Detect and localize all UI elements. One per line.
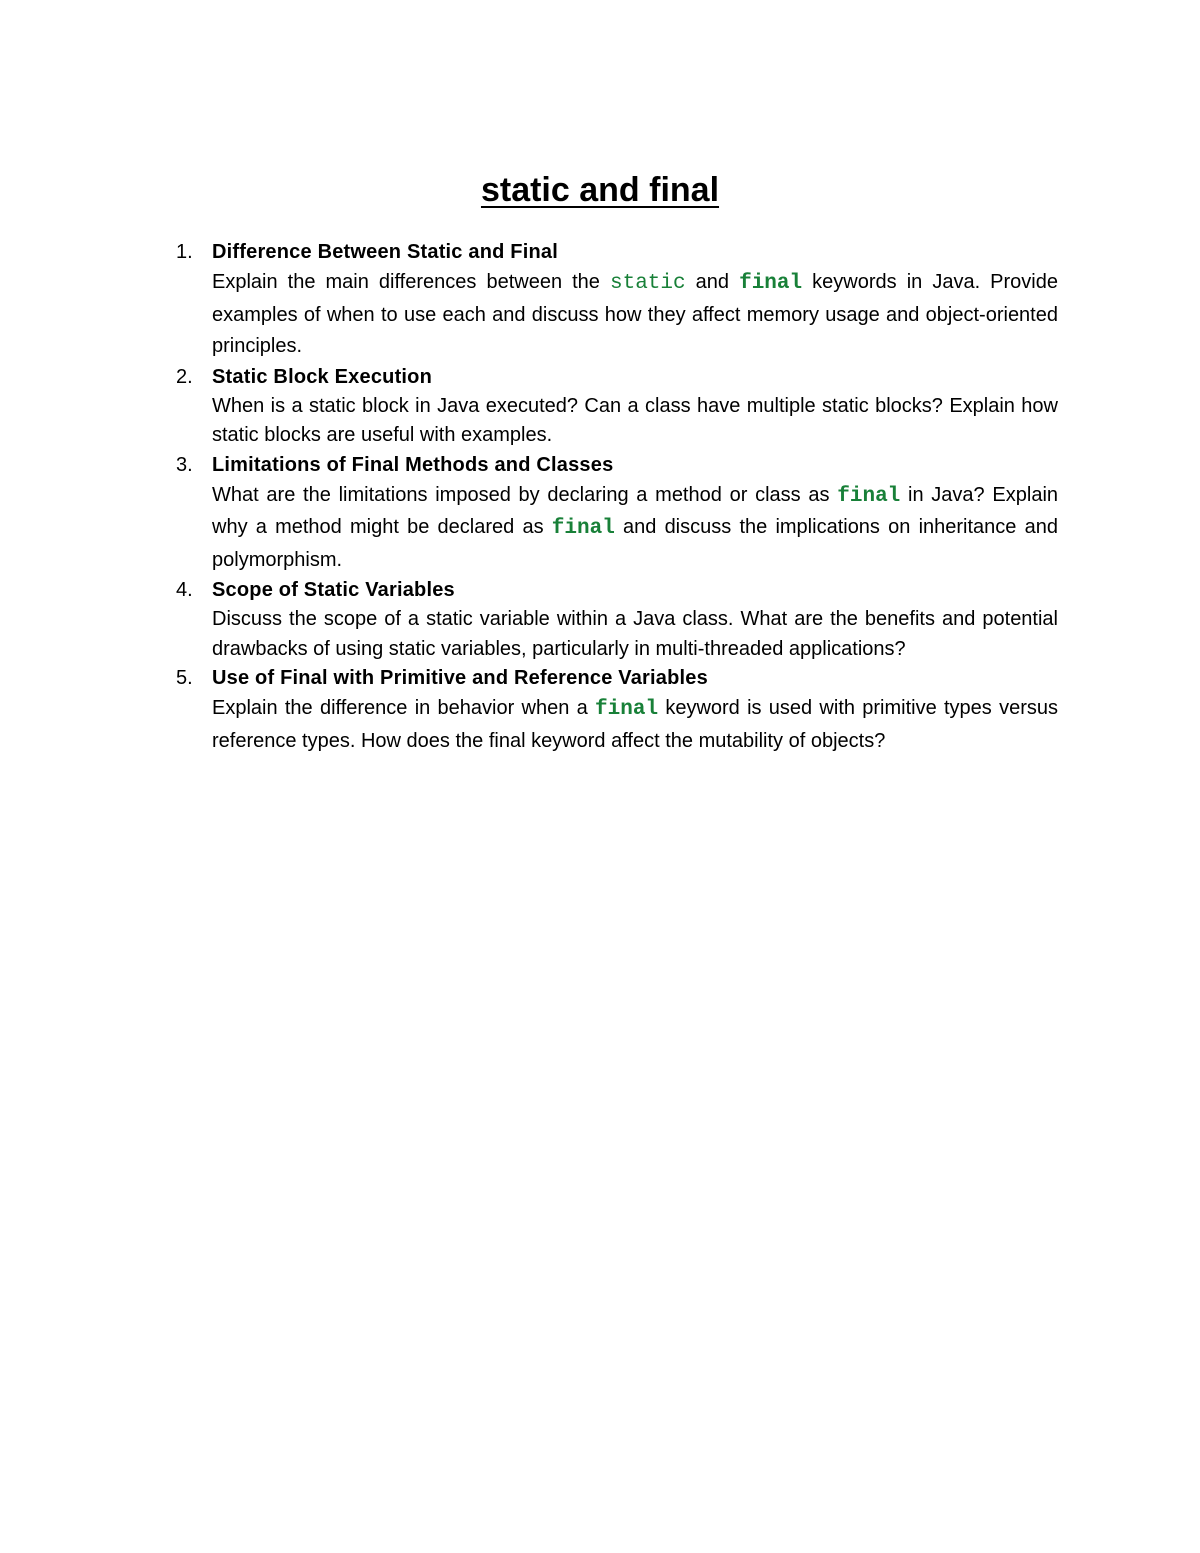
- item-body: [212, 480, 1058, 577]
- body-text: Explain the difference in behavior when a: [212, 697, 596, 719]
- list-item: [0, 576, 1200, 664]
- body-text: Explain the main differences between the: [212, 271, 610, 293]
- item-body: [212, 267, 1058, 363]
- keyword-code: final: [837, 484, 901, 508]
- body-text: keyword is used with primitive types versus reference types. How does the final keyword affect the mutability of objects?: [212, 697, 1058, 752]
- item-number: 4.: [176, 579, 193, 601]
- body-text: in Java? Explain why a method might be declared as: [212, 483, 1059, 538]
- keyword-code: static: [609, 272, 686, 295]
- item-body: [212, 693, 1058, 757]
- list-item: [0, 363, 1200, 451]
- item-number: 3.: [176, 453, 193, 476]
- list-item: [0, 664, 1200, 757]
- body-text: Discuss the scope of a static variable within a Java class. What are the benefits and potential drawbacks of using static variables, particularly in multi-threaded applications?: [212, 608, 1058, 660]
- item-number: 2.: [176, 365, 193, 388]
- keyword-code: final: [551, 517, 615, 540]
- item-heading: Limitations of Final Methods and Classes: [212, 453, 614, 476]
- body-text: and discuss the implications on inheritance and polymorphism.: [212, 516, 1058, 571]
- body-text: keywords in Java. Provide examples of when to use each and discuss how they affect memory usage and object-oriented principles.: [212, 271, 1058, 357]
- item-heading: Use of Final with Primitive and Reference Variables: [212, 667, 708, 689]
- body-text: When is a static block in Java executed? Can a class have multiple static blocks? Explain how static blocks are useful with examples.: [212, 394, 1058, 446]
- list-item: [0, 451, 1200, 577]
- keyword-code: final: [595, 698, 659, 721]
- body-text: What are the limitations imposed by declaring a method or class as: [212, 483, 838, 506]
- question-list: [0, 238, 1200, 757]
- item-number: 5.: [176, 667, 193, 689]
- item-body: [212, 392, 1058, 451]
- item-body: [212, 605, 1058, 664]
- item-number: 1.: [176, 241, 193, 263]
- body-text: and: [685, 271, 740, 293]
- list-item: [0, 238, 1200, 363]
- item-heading: Static Block Execution: [212, 365, 433, 388]
- keyword-code: final: [739, 272, 803, 295]
- page-title: static and final: [480, 171, 720, 209]
- item-heading: Difference Between Static and Final: [212, 241, 558, 263]
- item-heading: Scope of Static Variables: [212, 579, 455, 601]
